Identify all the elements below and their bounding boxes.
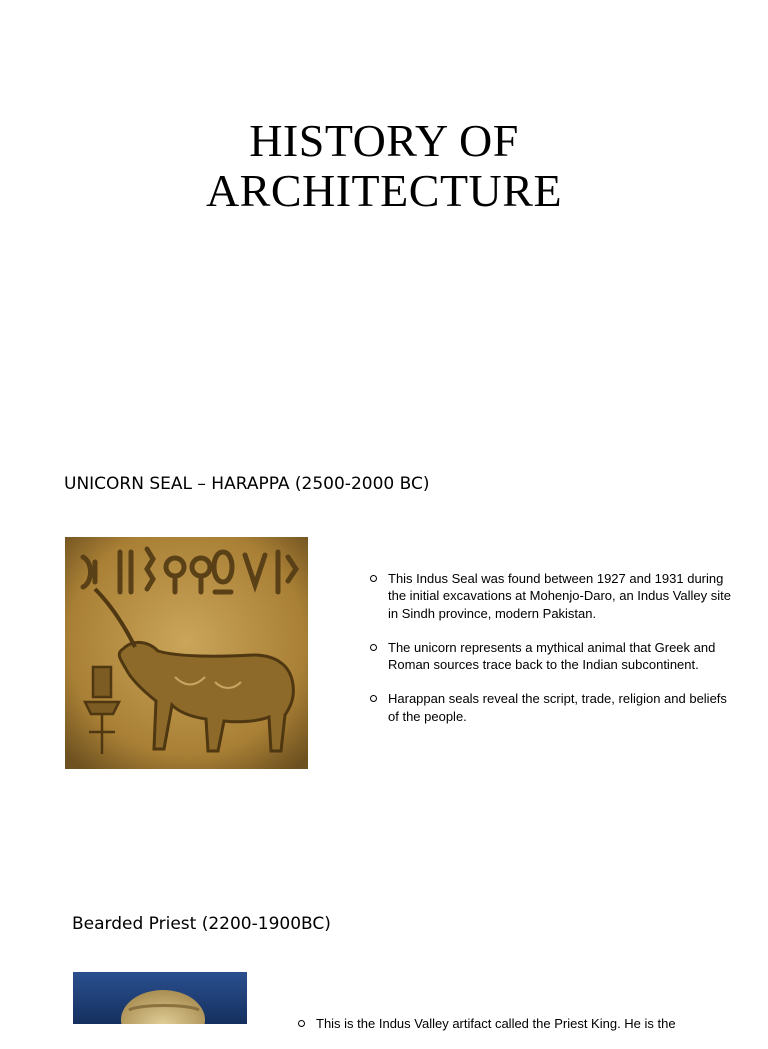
priest-king-illustration (73, 972, 247, 1024)
bullet-icon (370, 695, 377, 702)
bearded-priest-heading: Bearded Priest (2200-1900BC) (72, 914, 331, 934)
page-title (0, 116, 768, 216)
title-line-1: HISTORY OF (249, 115, 519, 166)
list-item: The unicorn represents a mythical animal that Greek and Roman sources trace back to the Indian subcontinent. (370, 639, 740, 674)
unicorn-seal-illustration (65, 537, 308, 769)
title-line-2: ARCHITECTURE (205, 165, 563, 216)
list-item: Harappan seals reveal the script, trade, religion and beliefs of the people. (370, 690, 740, 725)
unicorn-seal-image (65, 537, 308, 769)
bullet-icon (370, 575, 377, 582)
unicorn-seal-bullets (370, 570, 740, 742)
bullet-icon (370, 644, 377, 651)
list-item: This is the Indus Valley artifact called the Priest King. He is the (298, 1015, 738, 1032)
unicorn-seal-heading: UNICORN SEAL – HARAPPA (2500-2000 BC) (64, 474, 430, 494)
priest-king-image (73, 972, 247, 1024)
bearded-priest-bullets (298, 1015, 738, 1049)
list-item: This Indus Seal was found between 1927 and 1931 during the initial excavations at Mohenjo-Daro, an Indus Valley site in Sindh province, modern Pakistan. (370, 570, 740, 622)
